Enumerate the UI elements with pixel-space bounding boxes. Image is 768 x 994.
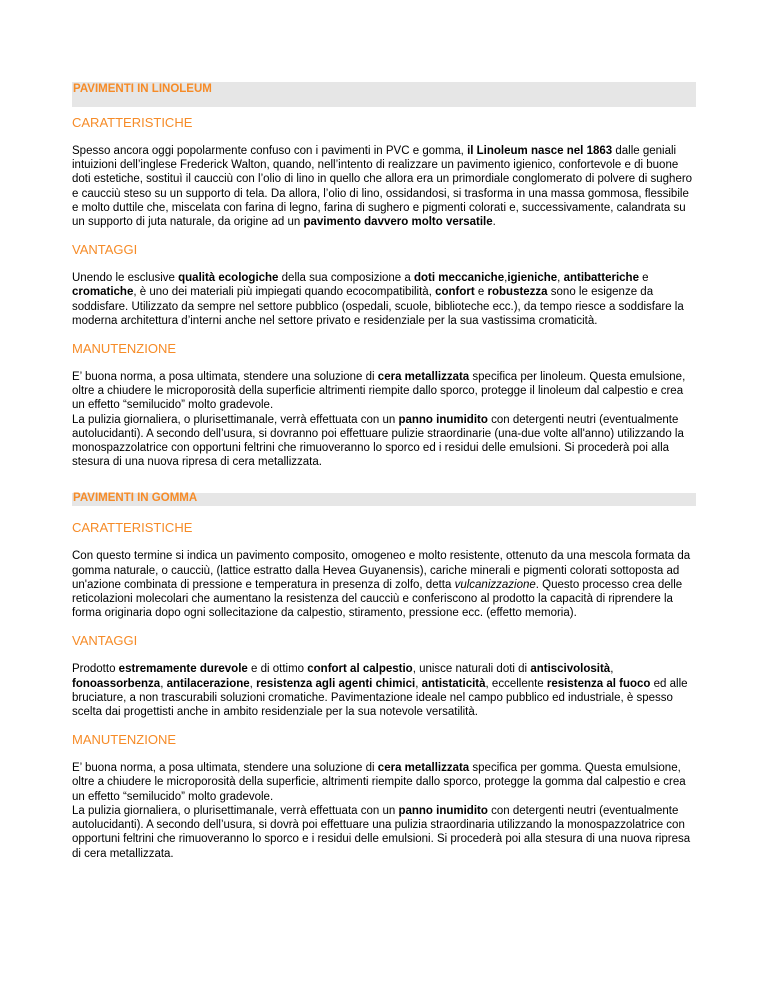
text-run: Prodotto bbox=[72, 663, 119, 676]
bold-text: antiscivolosità bbox=[530, 663, 611, 676]
bold-text: doti meccaniche bbox=[413, 272, 505, 285]
subheading-caratteristiche: CARATTERISTICHE bbox=[72, 115, 193, 130]
text-run: . bbox=[492, 216, 496, 229]
text-run: , è uno dei materiali più impiegati quando ecocompatibilità, bbox=[133, 286, 436, 299]
text-run: e bbox=[474, 286, 488, 299]
text-run: della sua composizione a bbox=[278, 272, 414, 285]
text-run: con detergenti neutri (eventualmente autolucidanti). A secondo dell’usura, si dovrà poi effettuare una pulizia straordinaria utilizzando la monospazzolatrice con opportuni feltrini che rimuoveranno lo sporco e i residui delle emulsioni. Si procederà poi alla stesura di una nuova ripresa di cera metallizzata. bbox=[72, 804, 691, 860]
subheading-manutenzione: MANUTENZIONE bbox=[72, 732, 176, 748]
paragraph-linoleum-vantaggi bbox=[72, 271, 696, 328]
text-run: La pulizia giornaliera, o plurisettimanale, verrà effettuata con un bbox=[72, 804, 399, 817]
text-run: , bbox=[249, 677, 257, 690]
text-run: Con questo termine si indica un pavimento composito, omogeneo e molto resistente, ottenuto da una mescola formata da gomma naturale, o caucciù, (lattice estratto dalla Hevea Guyanensis), cariche minerali e pigmenti colorati sottoposta ad un'azione combinata di pressione e temperatura in presenza di zolfo, detta bbox=[72, 550, 691, 591]
text-run: , bbox=[415, 677, 422, 690]
bold-text: cera metallizzata bbox=[377, 371, 470, 384]
subheading-vantaggi: VANTAGGI bbox=[72, 242, 138, 258]
italic-text: vulcanizzazione bbox=[454, 578, 536, 591]
text-run: sono le esigenze da soddisfare. Utilizzato da sempre nel settore pubblico (ospedali, scuole, biblioteche ecc.), da tempo riesce a soddisfare la moderna architettura d’interni anche nel settore privato e residenziale per la sua vastissima cromaticità. bbox=[72, 286, 684, 327]
paragraph-linoleum-caratteristiche bbox=[72, 144, 696, 229]
text-run: , bbox=[504, 272, 508, 285]
text-run: specifica per linoleum. Questa emulsione, oltre a chiudere le microporosità della superficie altrimenti riempite dallo sporco, protegge il linoleum dal calpestio e crea un effetto “semilucido” molto gradevole. bbox=[72, 371, 686, 412]
bold-text: cromatiche bbox=[72, 286, 134, 299]
text-run: E’ buona norma, a posa ultimata, stendere una soluzione di bbox=[72, 371, 378, 384]
section-header-linoleum bbox=[72, 82, 696, 107]
bold-text: resistenza al fuoco bbox=[546, 677, 651, 690]
bold-text: confort bbox=[435, 286, 475, 299]
text-run: , bbox=[610, 663, 614, 676]
bold-text: estremamente durevole bbox=[118, 663, 248, 676]
subheading-vantaggi: VANTAGGI bbox=[72, 633, 138, 649]
text-run: , bbox=[557, 272, 564, 285]
text-run: Unendo le esclusive bbox=[72, 272, 179, 285]
section-title: PAVIMENTI IN LINOLEUM bbox=[73, 83, 212, 95]
bold-text: panno inumidito bbox=[398, 804, 488, 817]
bold-text: antistaticità bbox=[421, 677, 486, 690]
text-run: , eccellente bbox=[485, 677, 547, 690]
bold-text: pavimento davvero molto versatile bbox=[303, 216, 493, 229]
bold-text: antibatteriche bbox=[563, 272, 639, 285]
text-run: e bbox=[638, 272, 649, 285]
text-run: ed alle bruciature, a non trascurabili soluzioni cromatiche. Pavimentazione ideale nel campo pubblico ed industriale, è spesso scelta dai progettisti anche in ambito residenziale per la sua notevole versatilità. bbox=[72, 677, 688, 719]
text-run: Spesso ancora oggi popolarmente confuso con i pavimenti in PVC e gomma, bbox=[72, 145, 468, 157]
paragraph-gomma-vantaggi bbox=[72, 662, 696, 719]
bold-text: panno inumidito bbox=[398, 413, 488, 426]
bold-text: robustezza bbox=[487, 286, 548, 299]
text-run: , unisce naturali doti di bbox=[412, 663, 531, 676]
bold-text: antilacerazione bbox=[166, 677, 250, 690]
text-run: . Questo processo crea delle reticolazioni molecolari che aumentano la resistenza del caucciù e conferiscono al prodotto la capacità di riprendere la forma originaria dopo ogni sollecitazione da calpestio, stiramento, pressione ecc. (effetto memoria). bbox=[72, 578, 683, 620]
bold-text: il Linoleum nasce nel 1863 bbox=[467, 145, 613, 157]
bold-text: cera metallizzata bbox=[377, 762, 470, 775]
document-page bbox=[72, 82, 696, 861]
bold-text: igieniche bbox=[507, 272, 558, 285]
bold-text: confort al calpestio bbox=[307, 663, 413, 676]
text-run: E’ buona norma, a posa ultimata, stendere una soluzione di bbox=[72, 762, 378, 775]
bold-text: qualità ecologiche bbox=[178, 272, 279, 285]
text-run: , bbox=[160, 677, 167, 690]
paragraph-gomma-caratteristiche bbox=[72, 549, 696, 620]
bold-text: fonoassorbenza bbox=[72, 677, 161, 690]
subheading-manutenzione: MANUTENZIONE bbox=[72, 341, 176, 357]
text-run: con detergenti neutri (eventualmente autolucidanti). A secondo dell’usura, si dovranno poi effettuare pulizie straordinarie (una-due volte all'anno) utilizzando la monospazzolatrice con opportuni feltrini che rimuoveranno lo sporco ed i residui delle emulsioni. Si procederà poi alla stesura di una nuova ripresa di cera metallizzata. bbox=[72, 413, 684, 469]
text-run: dalle geniali intuizioni dell’inglese Frederick Walton, quando, nell’intento di realizzare un pavimento igienico, confortevole e di buone doti estetiche, sostituì il caucciù con l’olio di lino in quello che allora era un primordiale conglomerato di polvere di sughero e caucciù steso su un supporto di tela. Da allora, l’olio di lino, ossidandosi, si trasforma in una massa gommosa, flessibile e molto duttile che, miscelata con farina di legno, farina di sughero e pigmenti colorati e, successivamente, calandrata su un supporto di juta naturale, da origine ad un bbox=[72, 145, 693, 229]
bold-text: resistenza agli agenti chimici bbox=[256, 677, 416, 690]
section-header-gomma bbox=[72, 493, 696, 506]
paragraph-gomma-manutenzione bbox=[72, 761, 696, 860]
text-run: specifica per gomma. Questa emulsione, oltre a chiudere le microporosità della superficie, altrimenti riempite dallo sporco, protegge la gomma dal calpestio e crea un effetto “semilucido” molto gradevole. bbox=[72, 762, 686, 803]
section-title: PAVIMENTI IN GOMMA bbox=[73, 492, 198, 505]
text-run: e di ottimo bbox=[247, 663, 308, 676]
text-run: La pulizia giornaliera, o plurisettimanale, verrà effettuata con un bbox=[72, 413, 399, 426]
subheading-caratteristiche: CARATTERISTICHE bbox=[72, 520, 193, 536]
paragraph-linoleum-manutenzione bbox=[72, 370, 696, 469]
